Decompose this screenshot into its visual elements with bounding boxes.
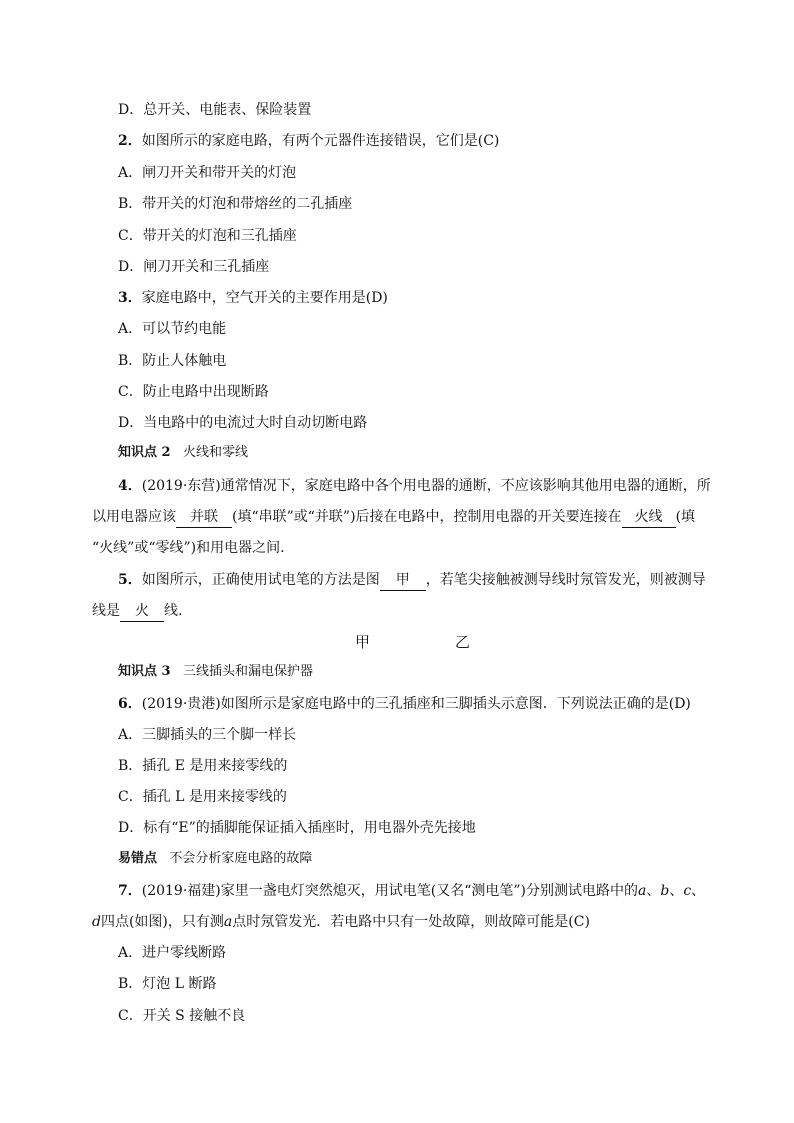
q5-text-2b: 线.: [164, 603, 183, 619]
q7-sep-2: 、: [669, 883, 684, 899]
q5-answer-1: 甲: [380, 570, 426, 591]
kp2-label: 知识点 2: [118, 445, 171, 460]
q2-stem: [118, 131, 499, 151]
kp2-title: 火线和零线: [182, 445, 248, 460]
point-a: a: [638, 883, 647, 899]
q1-option-d: D．总开关、电能表、保险装置: [118, 102, 312, 118]
q5-text-1a: 如图所示，正确使用试电笔的方法是图: [141, 572, 380, 588]
q2-option-d: D．闸刀开关和三孔插座: [118, 259, 270, 275]
q5-answer-2: 火: [120, 601, 164, 622]
point-a-ref: a: [223, 914, 233, 930]
point-d: d: [92, 914, 101, 930]
q7-sep-3: 、: [691, 883, 706, 899]
q6-option-a: A．三脚插头的三个脚一样长: [118, 727, 297, 743]
q7-line-2: [92, 912, 590, 932]
q7-sep-1: 、: [646, 883, 661, 899]
point-c: c: [683, 883, 692, 899]
q2-number: 2．: [118, 133, 142, 149]
knowledge-point-2-heading: [118, 443, 248, 463]
q6-option-c: C．插孔 L 是用来接零线的: [118, 789, 287, 805]
q3-option-c: C．防止电路中出现断路: [118, 384, 269, 400]
kp3-label: 知识点 3: [118, 664, 171, 679]
q4-line-1: [118, 476, 711, 496]
q6-number: 6．: [118, 696, 142, 712]
q4-answer-2: 火线: [622, 507, 676, 528]
q2-text: 如图所示的家庭电路，有两个元器件连接错误，它们是(C): [141, 133, 500, 149]
figure-label-yi: 乙: [455, 633, 471, 651]
q5-number: 5．: [118, 572, 142, 588]
q4-answer-1: 并联: [176, 507, 232, 528]
q2-option-b: B．带开关的灯泡和带熔丝的二孔插座: [118, 196, 353, 212]
q4-line-2: [92, 507, 695, 528]
q7-line-1: [118, 881, 705, 901]
error-prone-heading: [118, 849, 312, 869]
q2-option-c: C．带开关的灯泡和三孔插座: [118, 228, 297, 244]
q7-text-1: (2019·福建)家里一盏电灯突然熄灭，用试电笔(又名“测电笔”)分别测试电路中的: [141, 883, 638, 899]
q7-option-c: C．开关 S 接触不良: [118, 1008, 246, 1024]
q6-stem: [118, 694, 691, 714]
q4-text-2b: (填“串联”或“并联”)后接在电路中，控制用电器的开关要连接在: [232, 509, 622, 525]
q4-text-2a: 以用电器应该: [92, 509, 176, 525]
error-label: 易错点: [118, 851, 158, 866]
knowledge-point-3-heading: [118, 662, 313, 682]
q3-option-a: A．可以节约电能: [118, 321, 227, 337]
q4-number: 4．: [118, 478, 142, 494]
q3-stem: [118, 288, 388, 308]
error-title: 不会分析家庭电路的故障: [169, 851, 313, 866]
q3-number: 3．: [118, 290, 142, 306]
q3-option-d: D．当电路中的电流过大时自动切断电路: [118, 415, 368, 431]
q5-line-1: [118, 570, 706, 591]
q7-text-2a: 四点(如图)，只有测: [100, 914, 224, 930]
q7-option-a: A．进户零线断路: [118, 945, 227, 961]
q4-text-1: (2019·东营)通常情况下，家庭电路中各个用电器的通断，不应该影响其他用电器的通断，所: [141, 478, 711, 494]
q3-option-b: B．防止人体触电: [118, 353, 227, 369]
q5-text-2a: 线是: [92, 603, 120, 619]
q7-option-b: B．灯泡 L 断路: [118, 976, 217, 992]
q6-option-b: B．插孔 E 是用来接零线的: [118, 758, 288, 774]
q4-line-3: “火线”或“零线”)和用电器之间.: [92, 540, 285, 556]
q4-text-2c: (填: [675, 509, 696, 525]
q5-text-1b: ，若笔尖接触被测导线时氖管发光，则被测导: [425, 572, 706, 588]
figure-label-jia: 甲: [355, 633, 371, 651]
q6-option-d: D．标有“E”的插脚能保证插入插座时，用电器外壳先接地: [118, 820, 476, 836]
q7-text-2b: 点时氖管发光．若电路中只有一处故障，则故障可能是(C): [232, 914, 590, 930]
q2-option-a: A．闸刀开关和带开关的灯泡: [118, 165, 297, 181]
q7-number: 7．: [118, 883, 142, 899]
q6-text: (2019·贵港)如图所示是家庭电路中的三孔插座和三脚插头示意图．下列说法正确的是(D): [141, 696, 691, 712]
q3-text: 家庭电路中，空气开关的主要作用是(D): [141, 290, 388, 306]
q5-line-2: [92, 601, 182, 622]
point-b: b: [660, 883, 670, 899]
kp3-title: 三线插头和漏电保护器: [182, 664, 313, 679]
